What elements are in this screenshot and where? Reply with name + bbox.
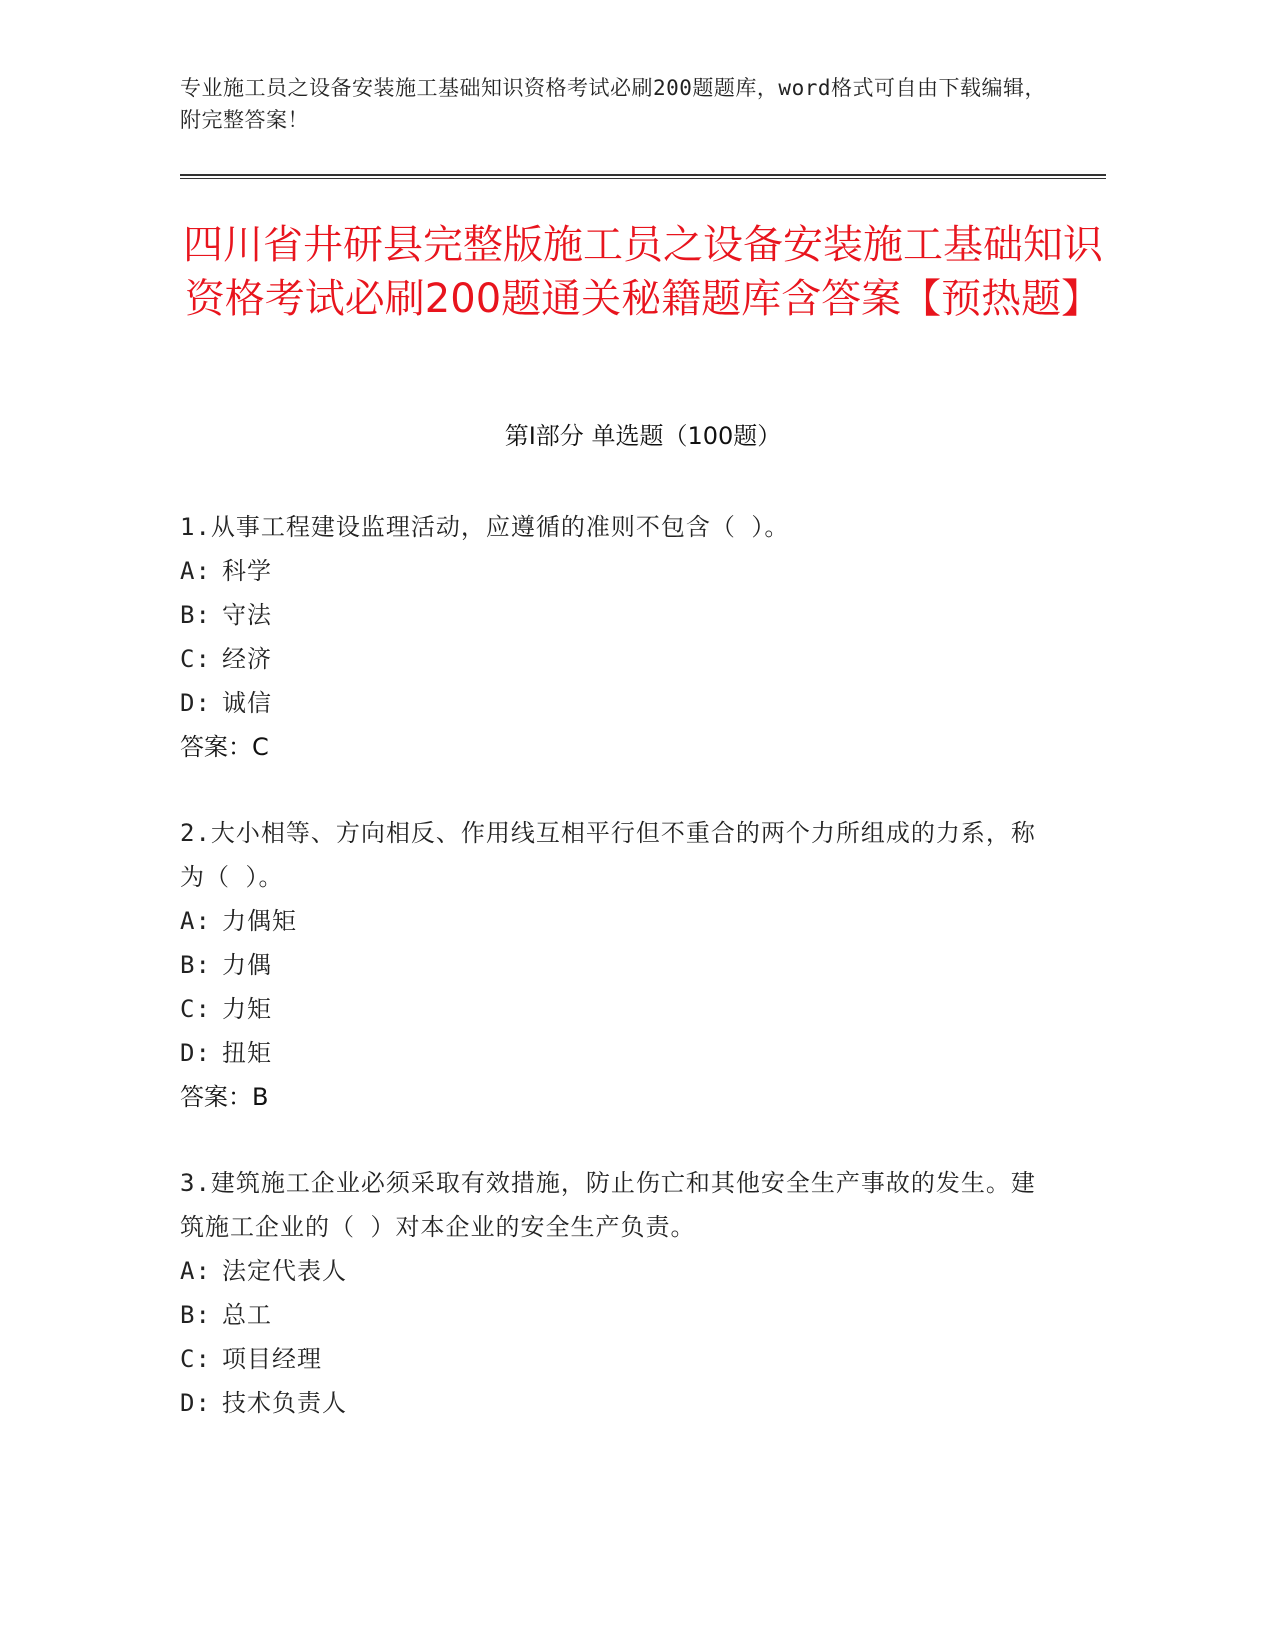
option-c — [180, 1337, 1040, 1381]
option-text: 扭矩 — [222, 1039, 272, 1067]
option-text: 项目经理 — [222, 1345, 322, 1373]
option-letter: D: — [180, 689, 211, 717]
option-text: 技术负责人 — [222, 1389, 347, 1417]
header-divider — [180, 174, 1106, 179]
question-3 — [180, 1161, 1040, 1425]
option-text: 诚信 — [222, 689, 272, 717]
header-note: 专业施工员之设备安装施工基础知识资格考试必刷200题题库，word格式可自由下载编辑，附完整答案！ — [180, 76, 1046, 132]
option-c — [180, 637, 1040, 681]
option-letter: C: — [180, 1345, 211, 1373]
answer: 答案：B — [180, 1083, 269, 1111]
question-stem: 3.建筑施工企业必须采取有效措施，防止伤亡和其他安全生产事故的发生。建筑施工企业的（ ）对本企业的安全生产负责。 — [180, 1169, 1036, 1241]
option-letter: D: — [180, 1389, 211, 1417]
option-letter: C: — [180, 645, 211, 673]
option-letter: B: — [180, 1301, 211, 1329]
option-text: 力偶 — [222, 951, 272, 979]
answer: 答案：C — [180, 733, 269, 761]
option-letter: A: — [180, 557, 211, 585]
option-c — [180, 987, 1040, 1031]
option-text: 力偶矩 — [222, 907, 297, 935]
option-text: 经济 — [222, 645, 272, 673]
option-letter: A: — [180, 1257, 211, 1285]
question-stem: 2.大小相等、方向相反、作用线互相平行但不重合的两个力所组成的力系，称为（ ）。 — [180, 819, 1036, 891]
option-letter: B: — [180, 951, 211, 979]
option-a — [180, 1249, 1040, 1293]
option-text: 守法 — [222, 601, 272, 629]
option-text: 总工 — [222, 1301, 272, 1329]
option-d — [180, 1031, 1040, 1075]
question-list — [180, 505, 1040, 1467]
option-letter: D: — [180, 1039, 211, 1067]
option-letter: A: — [180, 907, 211, 935]
section-title: 第Ⅰ部分 单选题（100题） — [504, 422, 782, 450]
option-text: 科学 — [222, 557, 272, 585]
option-b — [180, 593, 1040, 637]
question-stem: 1.从事工程建设监理活动，应遵循的准则不包含（ ）。 — [180, 513, 790, 541]
option-text: 力矩 — [222, 995, 272, 1023]
question-1 — [180, 505, 1040, 769]
option-a — [180, 899, 1040, 943]
option-text: 法定代表人 — [222, 1257, 347, 1285]
option-d — [180, 681, 1040, 725]
option-d — [180, 1381, 1040, 1425]
document-title: 四川省井研县完整版施工员之设备安装施工基础知识资格考试必刷200题通关秘籍题库含答案【预热题】 — [183, 222, 1103, 322]
question-2 — [180, 811, 1040, 1119]
option-letter: C: — [180, 995, 211, 1023]
option-b — [180, 943, 1040, 987]
option-a — [180, 549, 1040, 593]
option-b — [180, 1293, 1040, 1337]
option-letter: B: — [180, 601, 211, 629]
